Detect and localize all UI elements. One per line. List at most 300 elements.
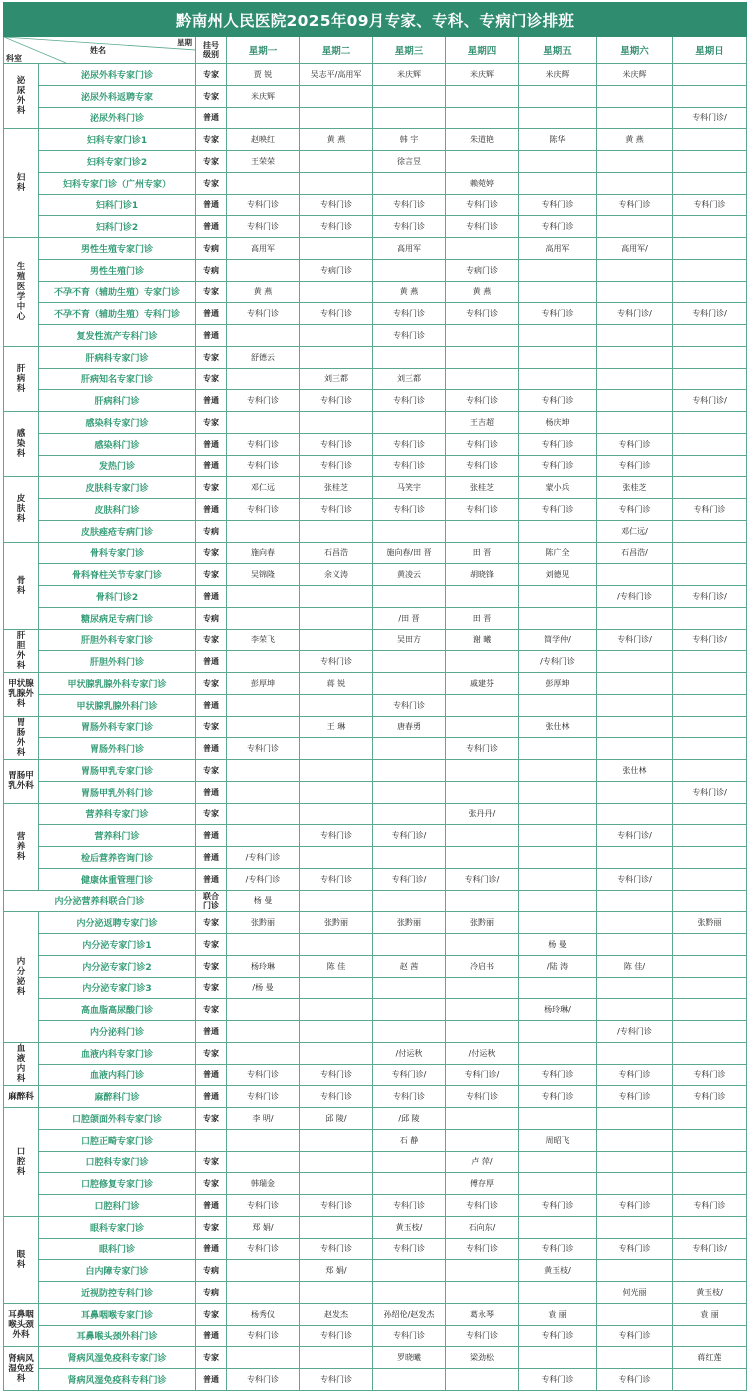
schedule-cell — [373, 520, 446, 542]
clinic-name: 肝病知名专家门诊 — [39, 368, 196, 390]
schedule-cell: 专科门诊 — [673, 1195, 747, 1217]
department-label: 泌尿外科 — [16, 76, 26, 117]
schedule-cell: 黄玉枝/ — [519, 1260, 597, 1282]
clinic-name: 肝胆外科专家门诊 — [39, 629, 196, 651]
registration-level — [196, 1347, 227, 1369]
registration-level — [196, 151, 227, 173]
department-cell — [4, 1042, 39, 1086]
table-row — [4, 999, 747, 1021]
schedule-cell — [227, 760, 300, 782]
corner-label-department: 科室 — [6, 54, 22, 63]
schedule-cell — [673, 455, 747, 477]
schedule-cell: 蒙小兵 — [519, 477, 597, 499]
schedule-cell: 专科门诊 — [227, 1195, 300, 1217]
schedule-cell — [373, 1021, 446, 1043]
clinic-name: 检后营养咨询门诊 — [39, 847, 196, 869]
schedule-cell: 孙绍伦/赵发杰 — [373, 1303, 446, 1325]
clinic-name: 内分泌专家门诊3 — [39, 977, 196, 999]
registration-level — [196, 1173, 227, 1195]
schedule-cell — [300, 1282, 373, 1304]
schedule-cell — [227, 172, 300, 194]
table-row — [4, 433, 747, 455]
schedule-cell: 吴锦隆 — [227, 564, 300, 586]
schedule-cell: 专科门诊/ — [373, 868, 446, 890]
schedule-cell: 李荣飞 — [227, 629, 300, 651]
schedule-cell — [373, 1173, 446, 1195]
schedule-table — [3, 2, 747, 1391]
registration-level-label: 专家 — [203, 352, 219, 362]
schedule-cell — [519, 1042, 597, 1064]
registration-level-label: 普通 — [203, 222, 219, 232]
schedule-cell — [227, 781, 300, 803]
schedule-cell — [673, 673, 747, 695]
schedule-cell: 专科门诊 — [519, 194, 597, 216]
schedule-cell — [597, 1129, 673, 1151]
schedule-cell — [519, 890, 597, 912]
registration-level — [196, 868, 227, 890]
schedule-cell — [300, 890, 373, 912]
schedule-cell: 专科门诊 — [519, 1238, 597, 1260]
schedule-cell: 刘德见 — [519, 564, 597, 586]
clinic-name: 眼科专家门诊 — [39, 1216, 196, 1238]
department-cell — [4, 1347, 39, 1391]
schedule-cell — [597, 107, 673, 129]
schedule-cell: /杨 曼 — [227, 977, 300, 999]
schedule-cell — [373, 346, 446, 368]
table-row — [4, 477, 747, 499]
registration-level-label: 普通 — [203, 831, 219, 841]
schedule-cell — [519, 760, 597, 782]
schedule-cell — [597, 847, 673, 869]
table-row — [4, 172, 747, 194]
schedule-cell: 胡晓锋 — [446, 564, 519, 586]
schedule-cell: 专病门诊 — [446, 259, 519, 281]
schedule-cell: 张仕林 — [519, 716, 597, 738]
schedule-cell — [519, 912, 597, 934]
clinic-name: 肾病风湿免疫科专家门诊 — [39, 1347, 196, 1369]
department-cell — [4, 629, 39, 673]
clinic-name: 眼科门诊 — [39, 1238, 196, 1260]
clinic-name: 糖尿病足专病门诊 — [39, 607, 196, 629]
schedule-cell — [227, 825, 300, 847]
table-row — [4, 325, 747, 347]
schedule-cell — [227, 1129, 300, 1151]
schedule-cell — [300, 629, 373, 651]
registration-level-label: 专家 — [203, 135, 219, 145]
schedule-cell — [446, 781, 519, 803]
schedule-cell — [673, 151, 747, 173]
schedule-cell — [446, 1282, 519, 1304]
schedule-cell: 专科门诊 — [373, 1325, 446, 1347]
schedule-cell: 专科门诊 — [373, 216, 446, 238]
schedule-cell — [597, 85, 673, 107]
schedule-cell — [300, 85, 373, 107]
department-cell — [4, 803, 39, 890]
table-row — [4, 1173, 747, 1195]
registration-level — [196, 1129, 227, 1151]
schedule-cell: 专科门诊 — [446, 216, 519, 238]
schedule-cell — [227, 586, 300, 608]
schedule-cell: 专科门诊 — [519, 390, 597, 412]
schedule-cell: 徐言昱 — [373, 151, 446, 173]
schedule-cell: 王荣荣 — [227, 151, 300, 173]
table-row — [4, 803, 747, 825]
schedule-cell — [446, 1021, 519, 1043]
schedule-cell: 吴田方 — [373, 629, 446, 651]
clinic-name: 内分泌营养科联合门诊 — [4, 890, 196, 912]
table-row — [4, 455, 747, 477]
table-row — [4, 1086, 747, 1108]
schedule-cell — [373, 259, 446, 281]
schedule-cell — [300, 412, 373, 434]
schedule-cell: 专科门诊 — [227, 1086, 300, 1108]
schedule-cell: 专科门诊 — [300, 194, 373, 216]
schedule-cell: 蒋 锐 — [300, 673, 373, 695]
schedule-cell — [519, 520, 597, 542]
schedule-cell: 王吉超 — [446, 412, 519, 434]
clinic-name: 肝胆外科门诊 — [39, 651, 196, 673]
registration-level-label: 专家 — [203, 178, 219, 188]
schedule-cell — [373, 781, 446, 803]
schedule-cell — [673, 607, 747, 629]
schedule-cell: 李 明/ — [227, 1108, 300, 1130]
schedule-cell: 专科门诊 — [519, 455, 597, 477]
schedule-cell — [519, 259, 597, 281]
schedule-cell — [673, 825, 747, 847]
schedule-cell — [300, 694, 373, 716]
schedule-cell: 专科门诊 — [227, 1369, 300, 1391]
schedule-cell: 专科门诊 — [300, 1064, 373, 1086]
schedule-cell — [597, 912, 673, 934]
schedule-cell: 高用军 — [519, 238, 597, 260]
clinic-name: 口腔科专家门诊 — [39, 1151, 196, 1173]
department-label: 皮肤科 — [16, 494, 26, 525]
schedule-cell: 彭厚坤 — [227, 673, 300, 695]
registration-level — [196, 803, 227, 825]
schedule-cell — [673, 412, 747, 434]
schedule-cell: 专科门诊/ — [673, 107, 747, 129]
clinic-name: 内分泌科门诊 — [39, 1021, 196, 1043]
table-row — [4, 1108, 747, 1130]
schedule-cell: 高用军/ — [597, 238, 673, 260]
registration-level-label: 专家 — [203, 1005, 219, 1015]
registration-level-label: 普通 — [203, 1070, 219, 1080]
schedule-cell: 专科门诊 — [373, 1086, 446, 1108]
schedule-cell — [227, 651, 300, 673]
schedule-cell: 唐春勇 — [373, 716, 446, 738]
schedule-cell: 郑 娟/ — [300, 1260, 373, 1282]
schedule-cell — [300, 325, 373, 347]
registration-level — [196, 1369, 227, 1391]
schedule-cell: /付运秋 — [373, 1042, 446, 1064]
schedule-cell: 陈华 — [519, 129, 597, 151]
schedule-cell — [597, 1303, 673, 1325]
schedule-cell: 韩瑞金 — [227, 1173, 300, 1195]
table-row — [4, 129, 747, 151]
registration-level — [196, 216, 227, 238]
schedule-cell — [227, 607, 300, 629]
registration-level-label: 普通 — [203, 1092, 219, 1102]
schedule-cell — [597, 1108, 673, 1130]
schedule-cell — [597, 1042, 673, 1064]
schedule-cell: 张桂芝 — [300, 477, 373, 499]
schedule-cell — [227, 325, 300, 347]
schedule-cell: 张桂芝 — [597, 477, 673, 499]
schedule-cell: 专科门诊/ — [597, 868, 673, 890]
schedule-cell: 专科门诊 — [597, 1195, 673, 1217]
schedule-cell — [673, 325, 747, 347]
schedule-cell — [373, 673, 446, 695]
table-row — [4, 542, 747, 564]
schedule-cell: 黄 燕 — [300, 129, 373, 151]
schedule-cell: 专科门诊 — [597, 194, 673, 216]
schedule-cell: 专科门诊 — [300, 433, 373, 455]
schedule-cell: 戚建芬 — [446, 673, 519, 695]
registration-level — [196, 368, 227, 390]
schedule-cell: 田 晋 — [446, 607, 519, 629]
department-cell — [4, 64, 39, 129]
schedule-cell: 张黔丽 — [300, 912, 373, 934]
department-cell — [4, 477, 39, 542]
schedule-cell — [446, 107, 519, 129]
schedule-cell: 专科门诊/ — [673, 390, 747, 412]
schedule-cell — [373, 651, 446, 673]
schedule-cell: 专科门诊 — [373, 303, 446, 325]
department-label: 胃肠甲乳外科 — [8, 771, 34, 792]
schedule-cell: 邱 陵/ — [300, 1108, 373, 1130]
schedule-cell: /专科门诊 — [597, 1021, 673, 1043]
schedule-cell — [519, 1151, 597, 1173]
table-row — [4, 499, 747, 521]
table-row — [4, 216, 747, 238]
schedule-cell: 专科门诊 — [446, 433, 519, 455]
table-row — [4, 1064, 747, 1086]
clinic-name: 肝病科专家门诊 — [39, 346, 196, 368]
schedule-cell: 梁劲松 — [446, 1347, 519, 1369]
schedule-cell: 袁 丽 — [673, 1303, 747, 1325]
schedule-cell — [519, 825, 597, 847]
schedule-cell: 高用军 — [373, 238, 446, 260]
registration-level — [196, 890, 227, 912]
clinic-name: 高血脂高尿酸门诊 — [39, 999, 196, 1021]
clinic-name: 胃肠外科专家门诊 — [39, 716, 196, 738]
registration-level-label: 专家 — [203, 961, 219, 971]
schedule-cell: 专科门诊 — [597, 499, 673, 521]
schedule-cell — [673, 433, 747, 455]
schedule-cell — [446, 85, 519, 107]
registration-level-label: 普通 — [203, 439, 219, 449]
schedule-cell: 余义涛 — [300, 564, 373, 586]
registration-level — [196, 586, 227, 608]
registration-level-label: 普通 — [203, 744, 219, 754]
schedule-cell: 张黔丽 — [446, 912, 519, 934]
schedule-cell — [446, 760, 519, 782]
schedule-cell — [673, 934, 747, 956]
schedule-cell — [597, 325, 673, 347]
schedule-cell — [519, 1347, 597, 1369]
schedule-cell — [300, 760, 373, 782]
schedule-cell: 专科门诊/ — [597, 303, 673, 325]
schedule-cell: 专科门诊/ — [673, 586, 747, 608]
registration-level — [196, 694, 227, 716]
registration-level-label: 普通 — [203, 700, 219, 710]
clinic-name: 血液内科门诊 — [39, 1064, 196, 1086]
schedule-cell: 专科门诊 — [597, 1064, 673, 1086]
department-cell — [4, 760, 39, 804]
schedule-cell — [300, 803, 373, 825]
schedule-cell: 张仕林 — [597, 760, 673, 782]
schedule-cell — [597, 1347, 673, 1369]
table-row — [4, 1021, 747, 1043]
schedule-cell — [227, 803, 300, 825]
schedule-cell: 卢 萍/ — [446, 1151, 519, 1173]
clinic-name: 泌尿外科返聘专家 — [39, 85, 196, 107]
department-label: 骨科 — [16, 575, 26, 596]
schedule-cell: 专科门诊 — [300, 1195, 373, 1217]
schedule-cell: 专科门诊 — [597, 1086, 673, 1108]
schedule-cell — [597, 803, 673, 825]
header-day-sunday: 星期日 — [673, 37, 747, 64]
table-row — [4, 868, 747, 890]
schedule-cell: 米庆辉 — [597, 64, 673, 86]
schedule-cell — [673, 955, 747, 977]
registration-level — [196, 1325, 227, 1347]
registration-level — [196, 520, 227, 542]
schedule-cell: 专科门诊/ — [446, 1064, 519, 1086]
schedule-cell: 专科门诊 — [227, 455, 300, 477]
schedule-cell — [673, 346, 747, 368]
registration-level — [196, 64, 227, 86]
schedule-cell: 专科门诊 — [373, 433, 446, 455]
department-cell — [4, 1303, 39, 1347]
schedule-cell — [519, 977, 597, 999]
registration-level-label: 普通 — [203, 330, 219, 340]
department-cell — [4, 912, 39, 1043]
schedule-cell — [446, 999, 519, 1021]
clinic-name: 泌尿外科门诊 — [39, 107, 196, 129]
schedule-cell — [373, 412, 446, 434]
registration-level — [196, 325, 227, 347]
schedule-cell: 专科门诊/ — [673, 1238, 747, 1260]
schedule-cell: 专科门诊 — [373, 694, 446, 716]
registration-level — [196, 607, 227, 629]
registration-level — [196, 281, 227, 303]
schedule-cell — [519, 151, 597, 173]
registration-level-label: 专家 — [203, 1309, 219, 1319]
schedule-cell — [519, 172, 597, 194]
schedule-cell — [373, 847, 446, 869]
schedule-cell — [446, 346, 519, 368]
registration-level — [196, 847, 227, 869]
clinic-name: 白内障专家门诊 — [39, 1260, 196, 1282]
clinic-name: 口腔颌面外科专家门诊 — [39, 1108, 196, 1130]
schedule-cell — [227, 1021, 300, 1043]
registration-level — [196, 781, 227, 803]
schedule-cell — [300, 281, 373, 303]
registration-level-label: 专病 — [203, 526, 219, 536]
schedule-cell: 赵 茜 — [373, 955, 446, 977]
schedule-cell: 专科门诊 — [446, 390, 519, 412]
registration-level-label: 普通 — [203, 504, 219, 514]
schedule-cell — [519, 738, 597, 760]
schedule-cell: /邱 陵 — [373, 1108, 446, 1130]
department-label: 生殖医学中心 — [16, 261, 26, 322]
registration-level — [196, 1195, 227, 1217]
clinic-name: 皮肤痤疮专病门诊 — [39, 520, 196, 542]
clinic-name: 肾病风湿免疫科专科门诊 — [39, 1369, 196, 1391]
registration-level-label: 普通 — [203, 113, 219, 123]
schedule-cell — [227, 520, 300, 542]
schedule-cell — [519, 85, 597, 107]
schedule-cell — [597, 694, 673, 716]
registration-level — [196, 934, 227, 956]
header-registration-level-label: 挂号级别 — [203, 41, 219, 59]
schedule-cell — [673, 542, 747, 564]
schedule-cell — [673, 259, 747, 281]
registration-level-label: 专家 — [203, 1048, 219, 1058]
department-label: 胃肠外科 — [16, 717, 26, 758]
schedule-cell — [673, 847, 747, 869]
registration-level — [196, 194, 227, 216]
schedule-cell: 专科门诊 — [673, 499, 747, 521]
department-label: 肾病风湿免疫科 — [8, 1353, 34, 1384]
schedule-cell: 专科门诊 — [227, 1064, 300, 1086]
table-row — [4, 1260, 747, 1282]
registration-level — [196, 455, 227, 477]
schedule-cell — [373, 934, 446, 956]
registration-level-label: 普通 — [203, 657, 219, 667]
schedule-cell: 专科门诊 — [519, 499, 597, 521]
clinic-name: 甲状腺乳腺外科门诊 — [39, 694, 196, 716]
registration-level-label: 专病 — [203, 243, 219, 253]
registration-level-label: 专病 — [203, 613, 219, 623]
schedule-cell — [446, 325, 519, 347]
registration-level-label: 专家 — [203, 69, 219, 79]
schedule-cell — [673, 1325, 747, 1347]
clinic-name: 妇科专家门诊1 — [39, 129, 196, 151]
schedule-cell — [300, 107, 373, 129]
schedule-cell — [300, 1021, 373, 1043]
registration-level-label: 专家 — [203, 91, 219, 101]
header-day-friday: 星期五 — [519, 37, 597, 64]
schedule-cell: /田 晋 — [373, 607, 446, 629]
schedule-cell — [597, 607, 673, 629]
registration-level-label: 专家 — [203, 722, 219, 732]
schedule-cell: 杨 曼 — [227, 890, 300, 912]
schedule-cell — [300, 607, 373, 629]
clinic-name: 不孕不育（辅助生殖）专科门诊 — [39, 303, 196, 325]
clinic-name: 胃肠外科门诊 — [39, 738, 196, 760]
schedule-cell: 黄 燕 — [227, 281, 300, 303]
schedule-cell — [673, 1173, 747, 1195]
schedule-cell — [673, 738, 747, 760]
clinic-name: 胃肠甲乳外科门诊 — [39, 781, 196, 803]
schedule-cell: 专科门诊 — [300, 455, 373, 477]
clinic-name: 骨科门诊2 — [39, 586, 196, 608]
schedule-cell: 韩 宇 — [373, 129, 446, 151]
clinic-name: 妇科专家门诊2 — [39, 151, 196, 173]
schedule-cell — [227, 934, 300, 956]
schedule-cell: 舒德云 — [227, 346, 300, 368]
schedule-cell: 米庆辉 — [227, 85, 300, 107]
schedule-cell — [227, 1260, 300, 1282]
schedule-cell: 专科门诊 — [519, 433, 597, 455]
registration-level-label: 专家 — [203, 483, 219, 493]
table-row — [4, 629, 747, 651]
registration-level — [196, 651, 227, 673]
schedule-cell — [446, 825, 519, 847]
schedule-cell — [446, 847, 519, 869]
